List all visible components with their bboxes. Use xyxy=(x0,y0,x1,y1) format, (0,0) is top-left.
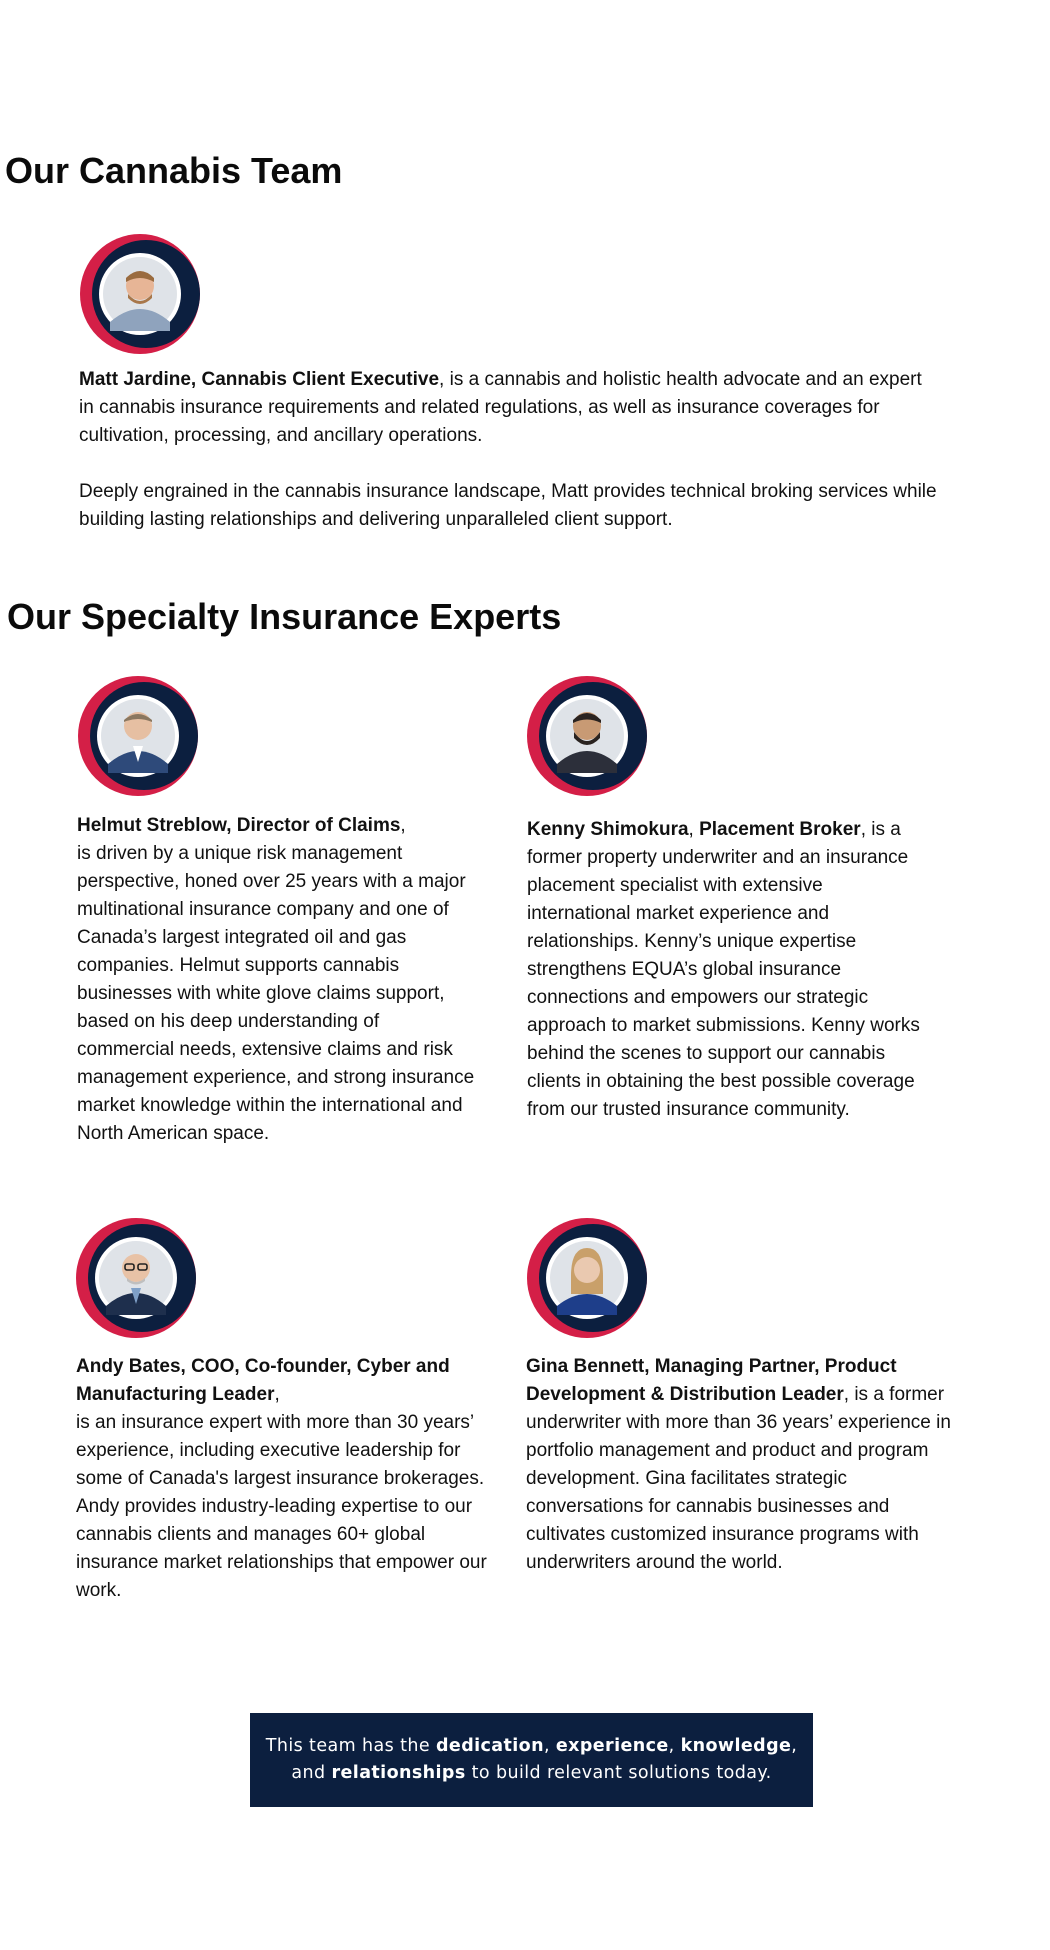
specialty-experts-heading: Our Specialty Insurance Experts xyxy=(7,596,562,637)
gina-bennett-bio: Gina Bennett, Managing Partner, Product Development & Distribution Leader, is a former underwriter with more than 36 years’ experience in portfolio management and product and program development. Gina facilitates strategic conversations for cannabis businesses and cultivates customized insurance programs with underwriters around the world. xyxy=(526,1356,951,1573)
matt-jardine-photo xyxy=(80,234,200,354)
matt-jardine-name: Matt Jardine, Cannabis Client Executive xyxy=(79,369,440,390)
tagline-line-1: This team has the dedication, experience, knowledge, xyxy=(265,1736,798,1756)
helmut-streblow-bio: Helmut Streblow, Director of Claims, is driven by a unique risk management perspective, honed over 25 years with a major multinational insurance company and one of Canada’s largest integrated oil and gas companies. Helmut supports cannabis businesses with white glove claims support, based on his deep understanding of commercial needs, extensive claims and risk management experience, and strong insurance market knowledge within the international and North American space. xyxy=(77,815,475,1144)
matt-jardine-bio: Matt Jardine, Cannabis Client Executive, is a cannabis and holistic health advocate and an expert in cannabis insurance requirements and related regulations, as well as insurance coverages for cultivation, processing, and ancillary operations. xyxy=(79,369,922,446)
andy-bates-bio: Andy Bates, COO, Co-founder, Cyber and Manufacturing Leader, is an insurance expert with more than 30 years’ experience, including executive leadership for some of Canada's largest insurance brokerages. Andy provides industry-leading expertise to our cannabis clients and manages 60+ global insurance market relationships that empower our work. xyxy=(76,1356,487,1601)
andy-bates-photo xyxy=(76,1218,196,1338)
kenny-shimokura-title: Placement Broker xyxy=(699,819,861,840)
andy-bates-name: Andy Bates, COO, Co-founder, Cyber and Manufacturing Leader xyxy=(76,1356,450,1405)
cannabis-team-heading: Our Cannabis Team xyxy=(5,150,343,191)
helmut-streblow-name: Helmut Streblow, Director of Claims xyxy=(77,815,401,836)
kenny-shimokura-bio: Kenny Shimokura, Placement Broker, is a former property underwriter and an insurance placement specialist with extensive international market experience and relationships. Kenny’s unique expertise strengthens EQUA’s global insurance connections and empowers our strategic approach to market submissions. Kenny works behind the scenes to support our cannabis clients in obtaining the best possible coverage from our trusted insurance community. xyxy=(527,819,920,1120)
gina-bennett-photo xyxy=(527,1218,647,1338)
kenny-shimokura-photo xyxy=(527,676,647,796)
helmut-streblow-photo xyxy=(78,676,198,796)
kenny-shimokura-name: Kenny Shimokura xyxy=(527,819,689,840)
tagline-line-2: and relationships to build relevant solutions today. xyxy=(291,1763,772,1783)
gina-bennett-name: Gina Bennett, Managing Partner, Product Development & Distribution Leader xyxy=(526,1356,897,1405)
matt-jardine-bio-2: Deeply engrained in the cannabis insurance landscape, Matt provides technical broking services while building lasting relationships and delivering unparalleled client support. xyxy=(79,481,937,530)
team-tagline-banner xyxy=(250,1713,813,1807)
